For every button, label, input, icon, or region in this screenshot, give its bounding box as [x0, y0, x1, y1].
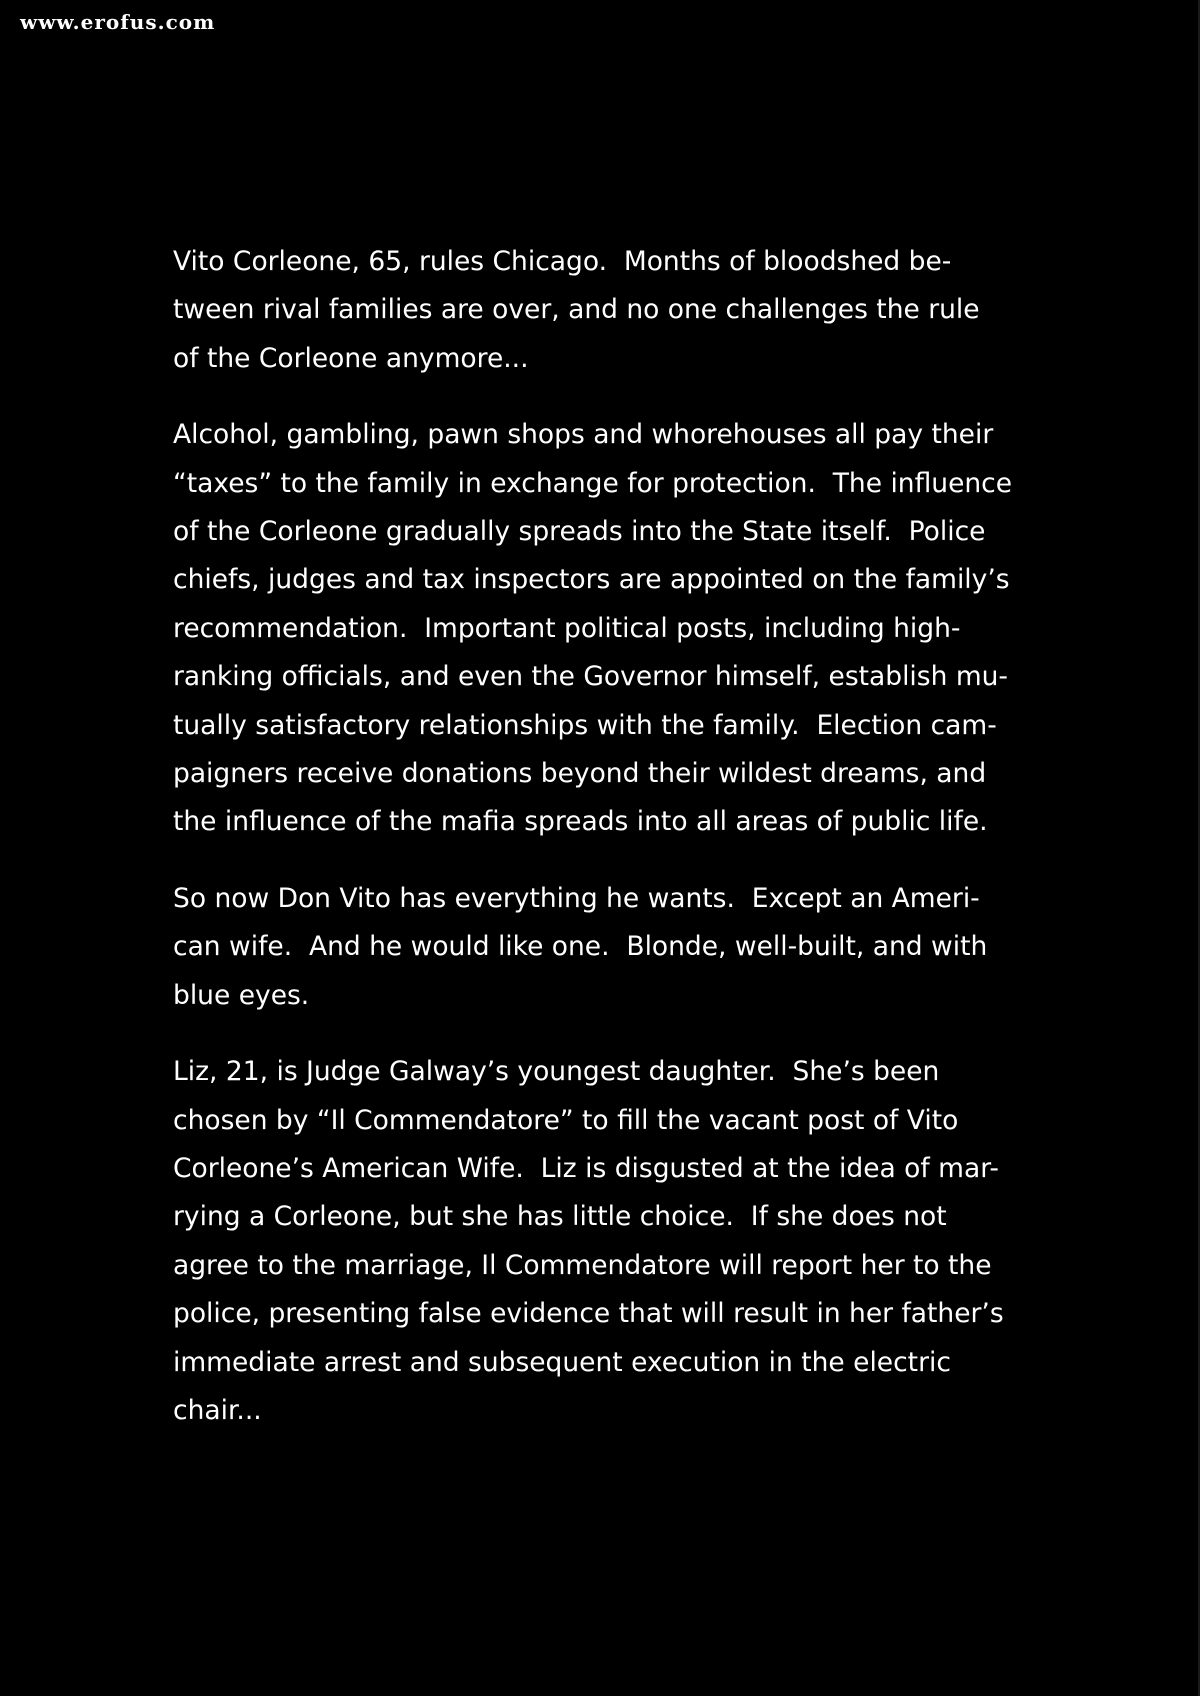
- text-line: rying a Corleone, but she has little choice. If she does not: [173, 1201, 947, 1233]
- text-line: tween rival families are over, and no one challenges the rule: [173, 294, 980, 326]
- story-text-block: [173, 238, 1085, 1463]
- text-line: police, presenting false evidence that will result in her father’s: [173, 1298, 1004, 1330]
- text-line: can wife. And he would like one. Blonde, well-built, and with: [173, 931, 988, 963]
- text-line: agree to the marriage, Il Commendatore will report her to the: [173, 1249, 992, 1281]
- text-line: chair...: [173, 1394, 262, 1426]
- text-line: Corleone’s American Wife. Liz is disgusted at the idea of mar-: [173, 1152, 999, 1184]
- text-line: of the Corleone gradually spreads into the State itself. Police: [173, 516, 986, 548]
- text-line: “taxes” to the family in exchange for protection. The influence: [173, 467, 1013, 499]
- text-line: So now Don Vito has everything he wants. Except an Ameri-: [173, 882, 980, 914]
- text-line: Vito Corleone, 65, rules Chicago. Months of bloodshed be-: [173, 246, 952, 277]
- text-line: chosen by “Il Commendatore” to fill the vacant post of Vito: [173, 1104, 959, 1136]
- text-line: Liz, 21, is Judge Galway’s youngest daughter. She’s been: [173, 1056, 940, 1088]
- text-line: Alcohol, gambling, pawn shops and whorehouses all pay their: [173, 419, 994, 451]
- text-line: ranking officials, and even the Governor himself, establish mu-: [173, 661, 1008, 693]
- text-line: chiefs, judges and tax inspectors are appointed on the family’s: [173, 564, 1010, 596]
- paragraph-2: [173, 411, 1085, 847]
- text-line: of the Corleone anymore...: [173, 342, 529, 374]
- text-line: paigners receive donations beyond their wildest dreams, and: [173, 758, 987, 790]
- paragraph-4: [173, 1048, 1085, 1435]
- paragraph-1: [173, 238, 1085, 383]
- site-watermark: www.erofus.com: [20, 10, 216, 34]
- text-line: immediate arrest and subsequent execution in the electric: [173, 1346, 951, 1378]
- text-line: blue eyes.: [173, 979, 310, 1011]
- text-line: the influence of the mafia spreads into all areas of public life.: [173, 806, 988, 838]
- text-line: tually satisfactory relationships with the family. Election cam-: [173, 709, 997, 741]
- paragraph-3: [173, 875, 1085, 1020]
- text-line: recommendation. Important political posts, including high-: [173, 612, 961, 644]
